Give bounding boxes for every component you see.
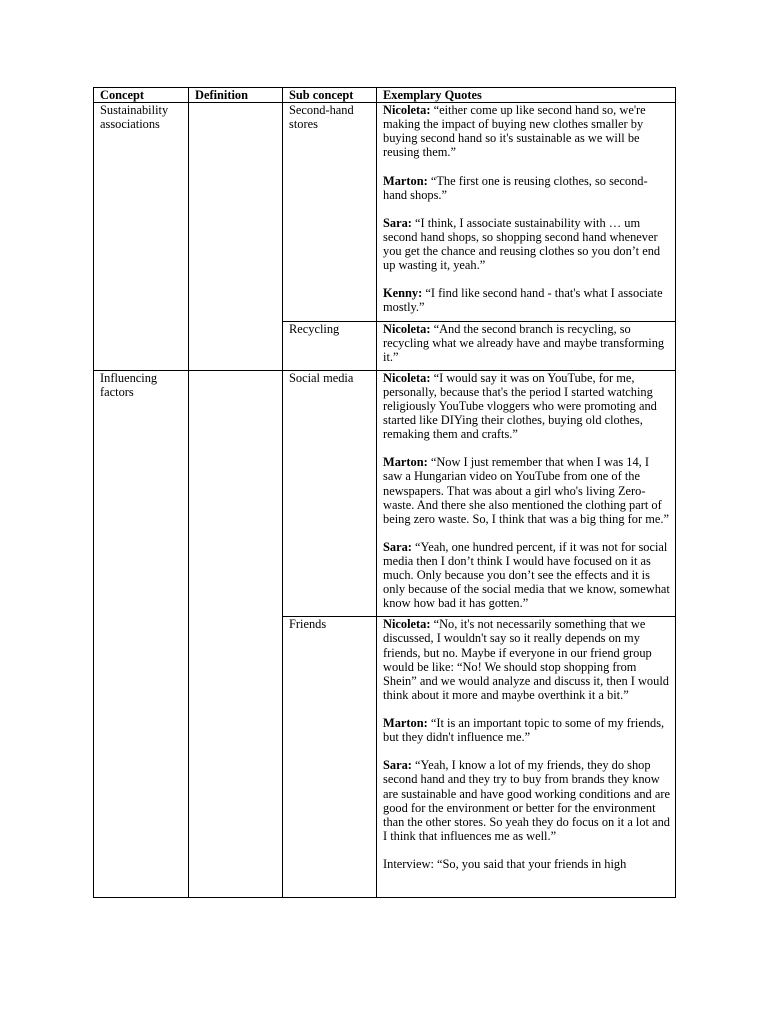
quote-paragraph bbox=[383, 540, 671, 610]
table-row bbox=[94, 370, 676, 617]
speaker-name: Marton: bbox=[383, 716, 428, 731]
speaker-name: Nicoleta: bbox=[383, 321, 431, 336]
speaker-name: Sara: bbox=[383, 758, 412, 773]
speaker-name: Kenny: bbox=[383, 286, 423, 301]
quote-text: Interview: “So, you said that your friends in high bbox=[383, 856, 627, 871]
quote-paragraph bbox=[383, 322, 671, 364]
quote-text: “Yeah, one hundred percent, if it was not for social media then I don’t think I would have focused on it as much. Only because you don’t see the effects and it is only because of the social media that we know, somewhat know how bad it has gotten.” bbox=[383, 539, 670, 611]
speaker-name: Marton: bbox=[383, 173, 428, 188]
quote-text: “Yeah, I know a lot of my friends, they do shop second hand and they try to buy from brands they know are sustainable and have good working conditions and are good for the environment or better for the environment than the other stores. So yeah they do focus on it a lot and I think that influences me as well.” bbox=[383, 758, 670, 843]
quotes-cell bbox=[377, 370, 676, 617]
header-concept: Concept bbox=[94, 88, 189, 103]
quote-text: “I would say it was on YouTube, for me, personally, because that's the period I started watching religiously YouTube vloggers who were promoting and started like DIYing their clothes, buying old clothes, remaking them and crafts.” bbox=[383, 370, 657, 442]
quote-paragraph bbox=[383, 286, 671, 314]
speaker-name: Sara: bbox=[383, 539, 412, 554]
sub-concept-cell: Recycling bbox=[283, 321, 377, 370]
definition-cell bbox=[189, 370, 283, 898]
quote-text: “The first one is reusing clothes, so second-hand shops.” bbox=[383, 173, 648, 202]
quote-paragraph bbox=[383, 455, 671, 525]
quote-text: “No, it's not necessarily something that we discussed, I wouldn't say so it really depends on my friends, but no. Maybe if everyone in our friend group would be like: “No! We should stop shopping from Shein” and we would analyze and discuss it, then I would think about it more and maybe overthink it a bit.” bbox=[383, 617, 669, 702]
speaker-name: Nicoleta: bbox=[383, 370, 431, 385]
quote-paragraph bbox=[383, 758, 671, 843]
quote-text: “I find like second hand - that's what I associate mostly.” bbox=[383, 286, 663, 315]
quote-paragraph bbox=[383, 216, 671, 272]
quote-paragraph bbox=[383, 174, 671, 202]
header-definition: Definition bbox=[189, 88, 283, 103]
speaker-name: Marton: bbox=[383, 455, 428, 470]
speaker-name: Sara: bbox=[383, 215, 412, 230]
quote-text: “Now I just remember that when I was 14, I saw a Hungarian video on YouTube from one of the newspapers. That was about a girl who's living Zero-waste. And there she also mentioned the clothing part of being zero waste. So, I think that was a big thing for me.” bbox=[383, 455, 669, 526]
header-row bbox=[94, 88, 676, 103]
table-row bbox=[94, 103, 676, 321]
concept-cell: Sustainability associations bbox=[94, 103, 189, 371]
sub-concept-cell: Second-hand stores bbox=[283, 103, 377, 321]
quote-text: “It is an important topic to some of my friends, but they didn't influence me.” bbox=[383, 716, 665, 745]
header-exemplary-quotes: Exemplary Quotes bbox=[377, 88, 676, 103]
concept-table bbox=[93, 87, 676, 898]
quote-paragraph bbox=[383, 371, 671, 441]
quotes-cell bbox=[377, 103, 676, 321]
quote-text: “either come up like second hand so, we're making the impact of buying new clothes smaller by buying second hand so it's sustainable as we will be reusing them.” bbox=[383, 103, 646, 160]
speaker-name: Nicoleta: bbox=[383, 103, 431, 118]
quote-text: “I think, I associate sustainability with … um second hand shops, so shopping second hand whenever you get the chance and reusing clothes so you don’t end up wasting it, yeah.” bbox=[383, 215, 661, 273]
concept-cell: Influencing factors bbox=[94, 370, 189, 898]
quote-paragraph bbox=[383, 103, 671, 159]
quote-paragraph bbox=[383, 857, 671, 871]
quote-paragraph bbox=[383, 716, 671, 744]
quote-paragraph bbox=[383, 617, 671, 702]
quotes-cell bbox=[377, 321, 676, 370]
quotes-cell bbox=[377, 617, 676, 898]
header-sub-concept: Sub concept bbox=[283, 88, 377, 103]
quote-text: “And the second branch is recycling, so recycling what we already have and maybe transforming it.” bbox=[383, 321, 665, 364]
definition-cell bbox=[189, 103, 283, 371]
sub-concept-cell: Friends bbox=[283, 617, 377, 898]
speaker-name: Nicoleta: bbox=[383, 617, 431, 632]
sub-concept-cell: Social media bbox=[283, 370, 377, 617]
